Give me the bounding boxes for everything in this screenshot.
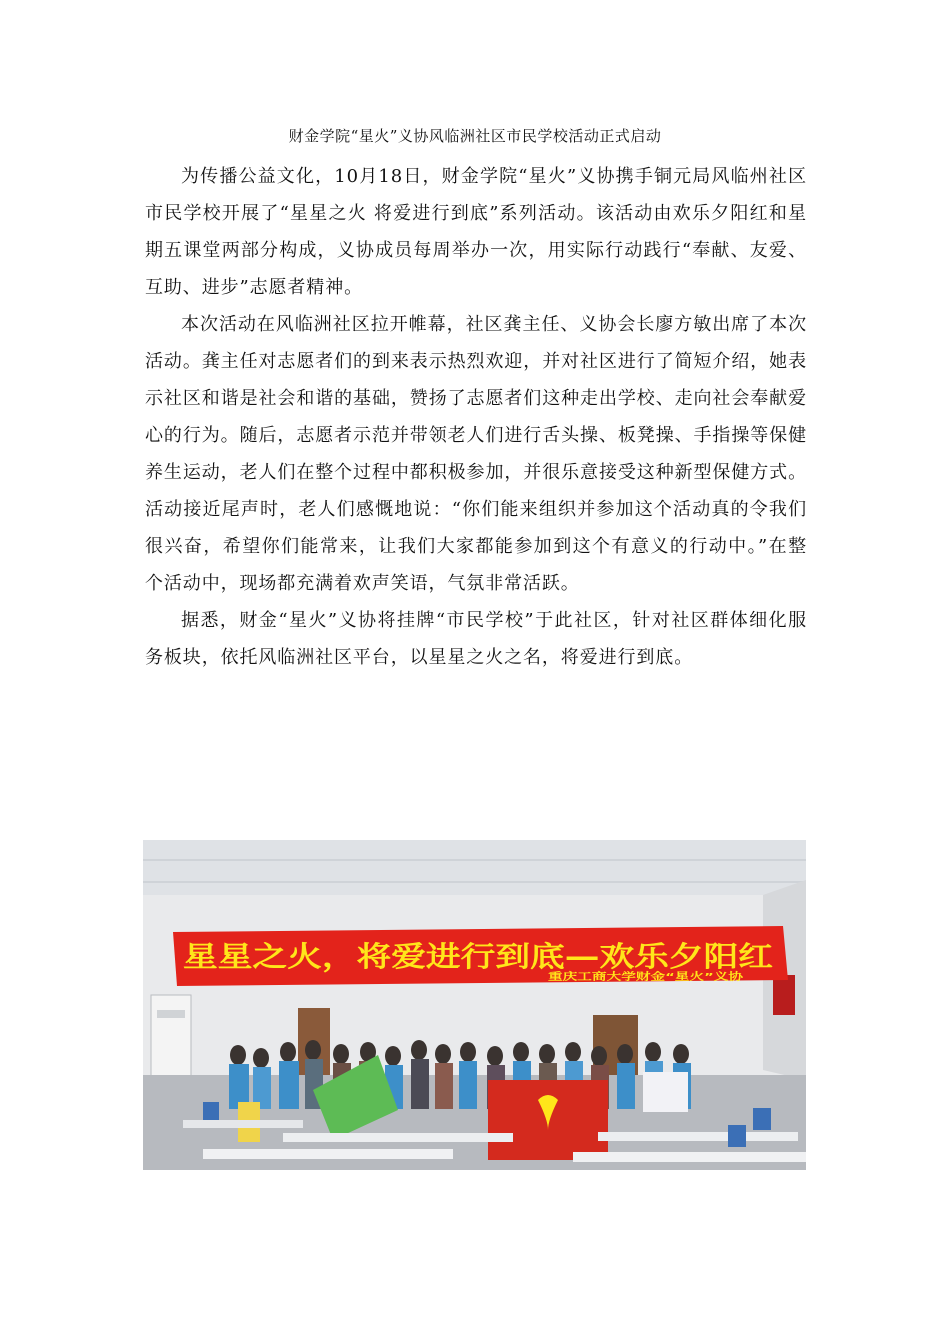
crowd-bodies — [229, 1059, 691, 1109]
paragraph-2: 本次活动在风临洲社区拉开帷幕，社区龚主任、义协会长廖方敏出席了本次活动。龚主任对志愿者们的到来表示热烈欢迎，并对社区进行了简短介绍，她表示社区和谐是社会和谐的基础，赞扬了志愿者们这种走出学校、走向社会奉献爱心的行为。随后，志愿者示范并带领老人们进行舌头操、板凳操、手指操等保健养生运动，老人们在整个过程中都积极参加，并很乐意接受这种新型保健方式。活动接近尾声时，老人们感慨地说：“你们能来组织并参加这个活动真的令我们很兴奋，希望你们能常来，让我们大家都能参加到这个有意义的行动中。”在整个活动中，现场都充满着欢声笑语，气氛非常活跃。 — [145, 314, 807, 594]
paragraph-1: 为传播公益文化，10月18日，财金学院“星火”义协携手铜元局风临州社区市民学校开展了“星星之火 将爱进行到底”系列活动。该活动由欢乐夕阳红和星期五课堂两部分构成，义协成员每周举办一次，用实际行动践行“奉献、友爱、互助、进步”志愿者精神。 — [145, 166, 807, 298]
banner-main-text: 星星之火，将爱进行到底—欢乐夕阳红 — [183, 940, 773, 973]
document-title: 财金学院“星火”义协风临洲社区市民学校活动正式启动 — [288, 127, 662, 145]
event-photo — [143, 840, 806, 1170]
banner-sub-text: 重庆工商大学财金“星火”义协 — [548, 972, 682, 983]
document-body — [145, 158, 807, 676]
paragraph-3: 据悉，财金“星火”义协将挂牌“市民学校”于此社区，针对社区群体细化服务板块，依托风临洲社区平台，以星星之火之名，将爱进行到底。 — [145, 610, 807, 668]
